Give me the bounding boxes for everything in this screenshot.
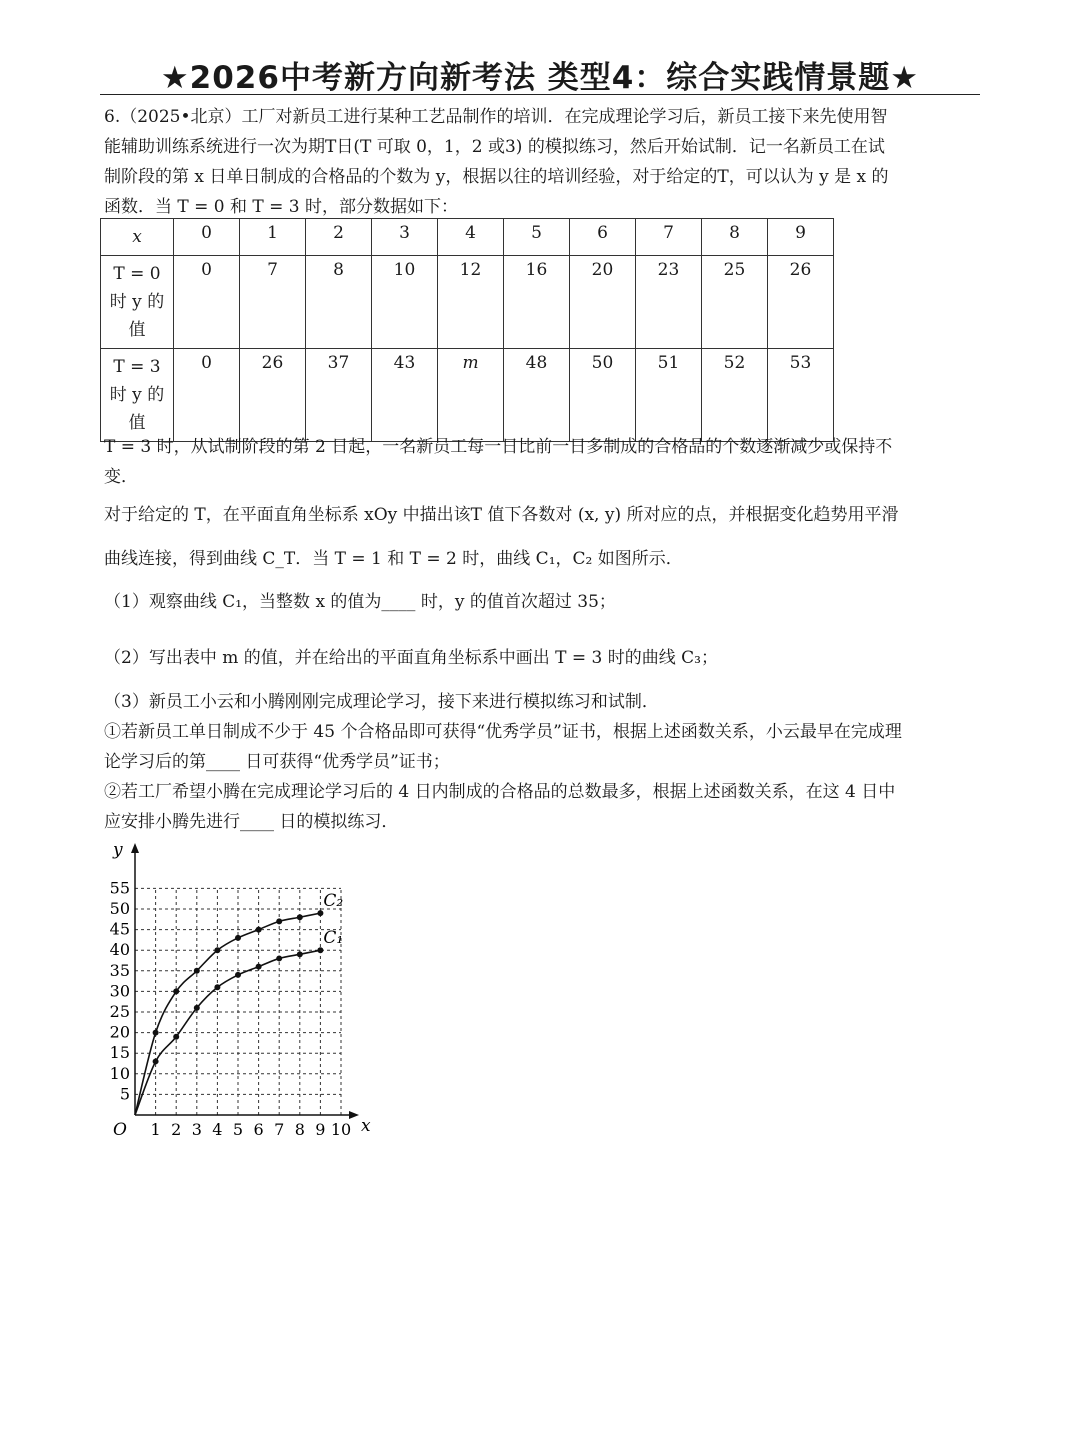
table-cell: 23 — [636, 256, 702, 349]
row-label: T = 0 时 y 的 值 — [101, 256, 174, 349]
text-line: T = 3 时，从试制阶段的第 2 日起，一名新员工每一日比前一日多制成的合格品的个数逐渐减少或保持不 — [104, 437, 893, 457]
table-cell: 20 — [570, 256, 636, 349]
table-cell: 3 — [372, 219, 438, 256]
x-tick-label: 10 — [330, 1120, 352, 1135]
table-cell: 9 — [768, 219, 834, 256]
y-tick-label: 45 — [109, 919, 130, 939]
y-tick-label: 25 — [109, 1002, 130, 1021]
problem-statement — [104, 102, 978, 222]
y-tick-label: 20 — [109, 1022, 130, 1042]
data-point — [214, 984, 220, 990]
table-cell: 26 — [240, 349, 306, 442]
table-cell: 0 — [174, 256, 240, 349]
data-point — [256, 927, 262, 933]
table-cell: 53 — [768, 349, 834, 442]
y-tick-label: 5 — [119, 1084, 130, 1104]
data-point — [173, 988, 179, 994]
table-cell: 37 — [306, 349, 372, 442]
y-tick-label: 15 — [109, 1043, 130, 1063]
data-point — [194, 968, 200, 974]
table-cell: 2 — [306, 219, 372, 256]
table-cell: 26 — [768, 256, 834, 349]
table-cell: 48 — [504, 349, 570, 442]
table-cell: 0 — [174, 349, 240, 442]
y-tick-label: 55 — [109, 878, 130, 898]
table-cell: 5 — [504, 219, 570, 256]
x-tick-label: 7 — [274, 1120, 285, 1135]
table-cell: 1 — [240, 219, 306, 256]
question-3b: ②若工厂希望小腾在完成理论学习后的 4 日内制成的合格品的总数最多，根据上述函数关系，在这 4 日中 — [104, 782, 896, 802]
y-axis-arrow — [131, 843, 139, 853]
data-point — [153, 1030, 159, 1036]
problem-continuation — [104, 432, 978, 574]
question-3b: 应安排小腾先进行____ 日的模拟练习． — [104, 812, 399, 832]
series-label: C₁ — [323, 928, 344, 949]
row-label: T = 3 时 y 的 值 — [101, 349, 174, 442]
title-rule — [100, 94, 980, 95]
data-point — [235, 972, 241, 978]
y-tick-label: 30 — [109, 981, 130, 1001]
table-cell: 51 — [636, 349, 702, 442]
origin-label: O — [113, 1120, 127, 1135]
data-point — [297, 914, 303, 920]
y-axis-label: y — [113, 840, 123, 860]
y-tick-label: 35 — [109, 960, 130, 980]
series-label: C₂ — [323, 891, 344, 912]
question-3a: ①若新员工单日制成不少于 45 个合格品即可获得“优秀学员”证书，根据上述函数关系，小云最早在完成理 — [104, 722, 902, 742]
question-3 — [104, 687, 978, 837]
data-point — [194, 1005, 200, 1011]
x-tick-label: 4 — [212, 1120, 223, 1135]
table-cell: 7 — [240, 256, 306, 349]
question-3a: 论学习后的第____ 日可获得“优秀学员”证书； — [104, 752, 450, 772]
y-tick-label: 10 — [109, 1063, 130, 1083]
data-point — [153, 1058, 159, 1064]
question-2: （2）写出表中 m 的值，并在给出的平面直角坐标系中画出 T = 3 时的曲线 C₃； — [104, 648, 718, 668]
text-line: 对于给定的 T，在平面直角坐标系 xOy 中描出该T 值下各数对 (x, y) 所对应的点，并根据变化趋势用平滑 — [104, 505, 899, 525]
x-tick-label: 2 — [171, 1120, 182, 1135]
y-tick-label: 50 — [109, 899, 130, 918]
series-line-0 — [135, 913, 320, 1115]
data-point — [235, 935, 241, 941]
x-axis-arrow — [349, 1111, 359, 1119]
table-cell: 16 — [504, 256, 570, 349]
data-point — [256, 964, 262, 970]
table-cell: 0 — [174, 219, 240, 256]
table-cell: 50 — [570, 349, 636, 442]
table-cell: 52 — [702, 349, 768, 442]
problem-line: 6.（2025•北京）工厂对新员工进行某种工艺品制作的培训．在完成理论学习后，新员工接下来先使用智 — [104, 107, 888, 127]
table-cell: 43 — [372, 349, 438, 442]
table-row — [101, 349, 834, 442]
x-tick-label: 6 — [253, 1120, 264, 1135]
table-header-row — [101, 219, 834, 256]
y-tick-label: 40 — [109, 940, 130, 960]
table-cell: 10 — [372, 256, 438, 349]
data-table — [100, 218, 834, 442]
table-cell: 4 — [438, 219, 504, 256]
x-tick-label: 5 — [232, 1120, 244, 1135]
data-point — [276, 918, 282, 924]
text-line: 变． — [104, 467, 138, 487]
table-cell: 25 — [702, 256, 768, 349]
problem-line: 制阶段的第 x 日单日制成的合格品的个数为 y，根据以往的培训经验，对于给定的T，可以认为 y 是 x 的 — [104, 167, 889, 187]
text-line: 曲线连接，得到曲线 C_T．当 T = 1 和 T = 2 时，曲线 C₁，C₂ 如图所示． — [104, 549, 683, 569]
problem-line: 函数．当 T = 0 和 T = 3 时，部分数据如下： — [104, 197, 459, 217]
question-1: （1）观察曲线 C₁，当整数 x 的值为____ 时，y 的值首次超过 35； — [104, 592, 616, 612]
table-cell: 8 — [306, 256, 372, 349]
table-cell: 8 — [702, 219, 768, 256]
data-point — [173, 1034, 179, 1040]
question-3-intro: （3）新员工小云和小腾刚刚完成理论学习，接下来进行模拟练习和试制． — [104, 692, 659, 712]
x-tick-label: 1 — [150, 1120, 161, 1135]
table-row — [101, 256, 834, 349]
x-axis-label: x — [361, 1116, 371, 1135]
data-point — [214, 947, 220, 953]
table-header-label: x — [101, 219, 174, 256]
table-cell: 6 — [570, 219, 636, 256]
table-cell: 7 — [636, 219, 702, 256]
x-tick-label: 8 — [294, 1120, 305, 1135]
table-cell: 12 — [438, 256, 504, 349]
page-title: ★2026中考新方向新考法 类型4：综合实践情景题★ — [160, 60, 920, 96]
table-cell-unknown-m: m — [438, 349, 504, 442]
coordinate-chart — [95, 835, 385, 1135]
problem-line: 能辅助训练系统进行一次为期T日(T 可取 0，1，2 或3) 的模拟练习，然后开始试制．记一名新员工在试 — [104, 137, 885, 157]
x-tick-label: 9 — [315, 1120, 326, 1135]
x-tick-label: 3 — [191, 1120, 202, 1135]
data-point — [276, 955, 282, 961]
data-point — [297, 951, 303, 957]
